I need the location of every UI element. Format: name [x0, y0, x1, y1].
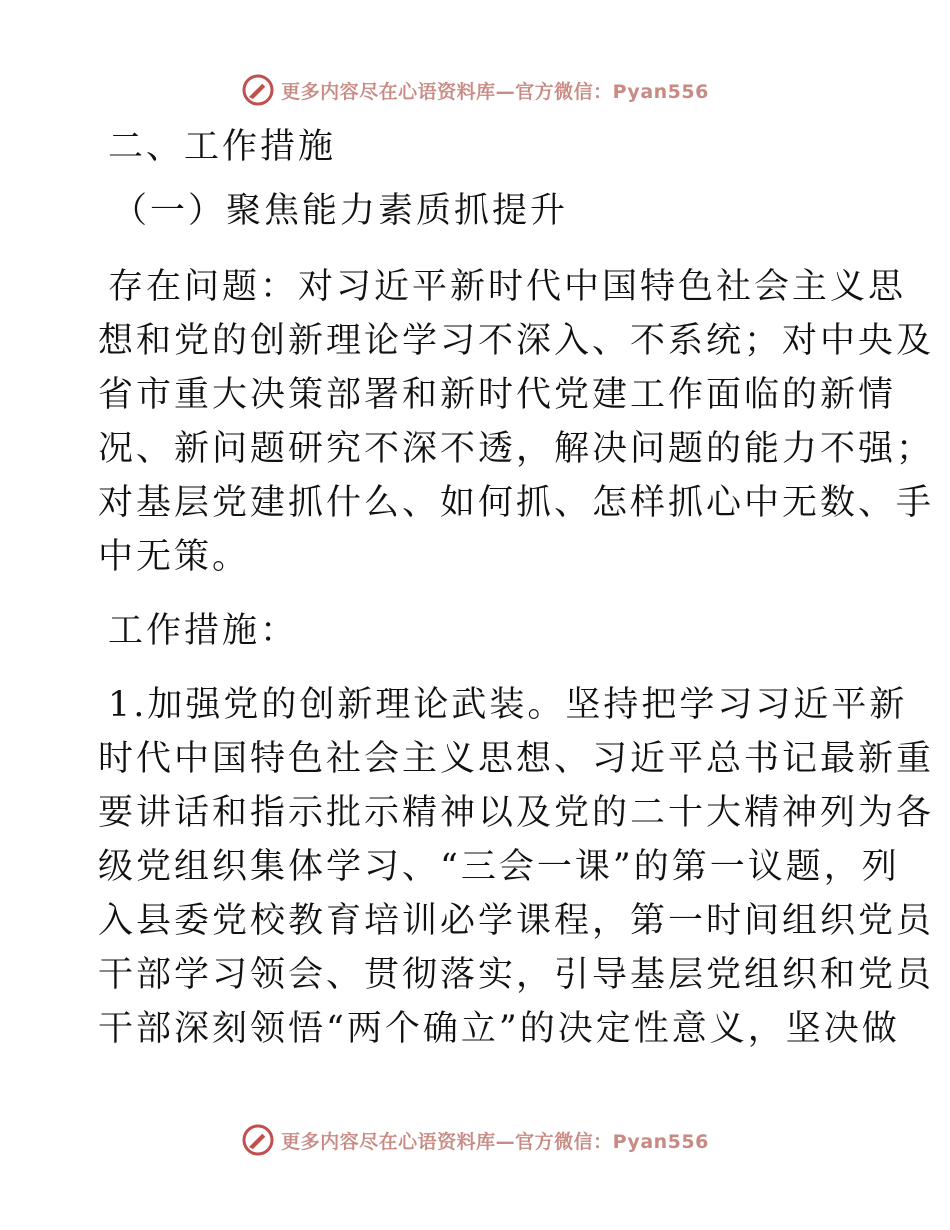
footer-watermark: [0, 1122, 950, 1158]
paragraph-line: 对基层党建抓什么、如何抓、怎样抓心中无数、手: [98, 483, 935, 523]
section-heading: 二、工作措施: [108, 127, 337, 167]
watermark-text: 更多内容尽在心语资料库—官方微信：Pyan556: [281, 80, 709, 103]
document-body: [98, 120, 935, 1056]
paragraph-line: 想和党的创新理论学习不深入、不系统；对中央及: [98, 321, 935, 361]
paragraph-line: 存在问题：对习近平新时代中国特色社会主义思: [108, 267, 907, 307]
paragraph-line: 省市重大决策部署和新时代党建工作面临的新情: [98, 375, 897, 415]
subsection-heading: （一）聚焦能力素质抓提升: [112, 191, 569, 231]
paragraph-line: 1.加强党的创新理论武装。坚持把学习习近平新: [108, 685, 908, 725]
paragraph-line: 入县委党校教育培训必学课程，第一时间组织党员: [98, 901, 935, 941]
problem-paragraph: [98, 260, 935, 584]
paragraph-line: 干部深刻领悟“两个确立”的决定性意义，坚决做: [98, 1009, 900, 1049]
paragraph-line: 要讲话和指示批示精神以及党的二十大精神列为各: [98, 793, 935, 833]
paragraph-line: 干部学习领会、贯彻落实，引导基层党组织和党员: [98, 955, 935, 995]
pen-seal-logo-icon: [241, 73, 275, 107]
paragraph-line: 级党组织集体学习、“三会一课”的第一议题，列: [98, 847, 900, 887]
pen-seal-logo-icon: [241, 1123, 275, 1157]
measure-1-paragraph: [98, 678, 935, 1056]
paragraph-line: 时代中国特色社会主义思想、习近平总书记最新重: [98, 739, 935, 779]
measures-label: 工作措施：: [108, 611, 299, 651]
paragraph-line: 况、新问题研究不深不透，解决问题的能力不强；: [98, 429, 935, 469]
paragraph-line: 中无策。: [98, 537, 251, 577]
header-watermark: [0, 72, 950, 108]
watermark-text: 更多内容尽在心语资料库—官方微信：Pyan556: [281, 1130, 709, 1153]
